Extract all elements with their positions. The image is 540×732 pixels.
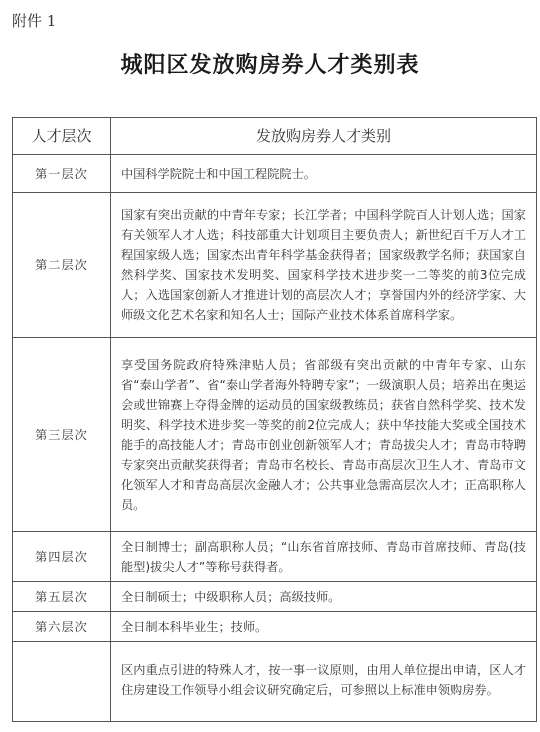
row-level — [13, 532, 111, 582]
level-label: 第三层次 — [35, 427, 88, 442]
talent-category-table — [12, 117, 537, 722]
level-label: 第四层次 — [35, 549, 88, 564]
row-description: 中国科学院院士和中国工程院院士。 — [111, 155, 537, 193]
row-level — [13, 612, 111, 642]
table-row — [13, 582, 537, 612]
row-description: 全日制硕士；中级职称人员；高级技师。 — [111, 582, 537, 612]
table-row — [13, 612, 537, 642]
row-description: 全日制博士；副高职称人员；“山东省首席技师、青岛市首席技师、青岛(技能型)拔尖人才”等称号获得者。 — [111, 532, 537, 582]
row-description: 区内重点引进的特殊人才，按一事一议原则，由用人单位提出申请，区人才住房建设工作领导小组会议研究确定后，可参照以上标准申领购房券。 — [111, 642, 537, 722]
row-description: 国家有突出贡献的中青年专家；长江学者；中国科学院百人计划人选；国家有关领军人才人选；科技部重大计划项目主要负责人；新世纪百千万人才工程国家级人选；国家杰出青年科学基金获得者；国家级教学名师；获国家自然科学奖、国家技术发明奖、国家科学技术进步奖一二等奖的前3位完成人；入选国家创新人才推进计划的高层次人才；享誉国内外的经济学家、大师级文化艺术名家和知名人士；国际产业技术体系首席科学家。 — [111, 193, 537, 338]
attachment-label: 附件 1 — [12, 12, 57, 30]
table-row — [13, 642, 537, 722]
row-description: 享受国务院政府特殊津贴人员；省部级有突出贡献的中青年专家、山东省“泰山学者”、省“泰山学者海外特聘专家”；一级演职人员；培养出在奥运会或世锦赛上夺得金牌的运动员的国家级教练员；获省自然科学奖、技术发明奖、科学技术进步奖一等奖的前2位完成人；获中华技能大奖或全国技术能手的高技能人才；青岛市创业创新领军人才；青岛拔尖人才；青岛市特聘专家突出贡献奖获得者；青岛市名校长、青岛市高层次卫生人才、青岛市文化领军人才和青岛高层次金融人才；公共事业急需高层次人才；正高职称人员。 — [111, 338, 537, 532]
page-title: 城阳区发放购房券人才类别表 — [120, 53, 420, 78]
header-category: 发放购房券人才类别 — [111, 118, 537, 155]
row-level — [13, 338, 111, 532]
table-header-row — [13, 118, 537, 155]
row-level — [13, 193, 111, 338]
level-label: 第二层次 — [35, 258, 88, 272]
table-row — [13, 338, 537, 532]
table-row — [13, 155, 537, 193]
row-level — [13, 155, 111, 193]
header-level: 人才层次 — [13, 118, 111, 155]
table-row — [13, 193, 537, 338]
row-level — [13, 642, 111, 722]
level-label: 第五层次 — [35, 589, 88, 604]
table-row — [13, 532, 537, 582]
level-label: 第六层次 — [35, 619, 88, 634]
level-label: 第一层次 — [35, 166, 88, 181]
row-description: 全日制本科毕业生；技师。 — [111, 612, 537, 642]
row-level — [13, 582, 111, 612]
